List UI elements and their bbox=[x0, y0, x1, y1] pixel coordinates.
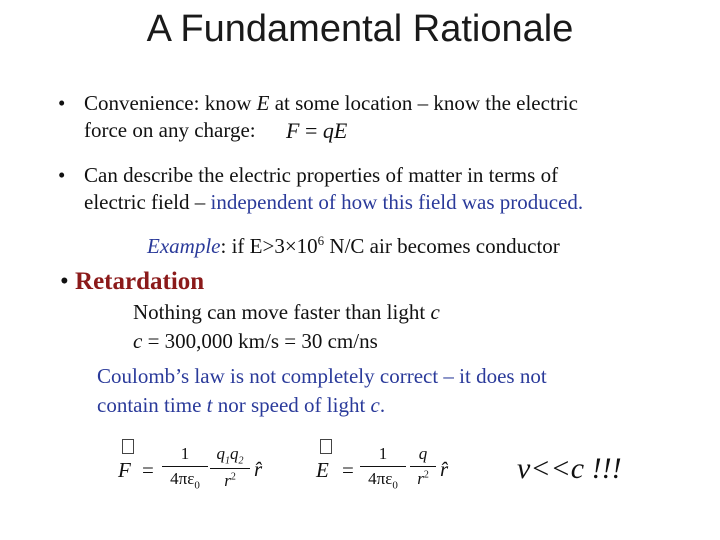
equals: = bbox=[304, 118, 318, 143]
vector-placeholder-icon bbox=[320, 439, 332, 454]
text: Convenience: know bbox=[84, 91, 252, 115]
heading-text: Retardation bbox=[75, 268, 205, 295]
t-symbol: t bbox=[206, 393, 213, 417]
retardation-heading bbox=[60, 268, 204, 296]
numerator: 1 bbox=[162, 444, 208, 467]
text: : if E>3 bbox=[220, 234, 285, 258]
denominator: $4\pi\varepsilon_0$ bbox=[170, 469, 200, 492]
text: Coulomb’s law is not completely correct – it does not bbox=[97, 364, 547, 388]
f-symbol: F bbox=[118, 458, 131, 482]
bullet-line: Can describe the electric properties of matter in terms of bbox=[84, 163, 559, 187]
text: Nothing can move faster than light bbox=[133, 300, 431, 324]
coulomb-note bbox=[97, 362, 657, 420]
bullet-marker: • bbox=[58, 163, 66, 187]
e-symbol: E bbox=[256, 91, 270, 115]
equals: = bbox=[142, 458, 154, 482]
text: v<<c !!! bbox=[517, 452, 622, 485]
text: at some location – know the electric bbox=[274, 91, 578, 115]
text: nor speed of light bbox=[212, 393, 371, 417]
light-speed-line bbox=[133, 300, 440, 325]
example-line bbox=[147, 233, 560, 259]
fraction bbox=[210, 444, 250, 491]
bullet-marker: • bbox=[60, 268, 69, 295]
c-symbol: c bbox=[370, 393, 380, 417]
fraction bbox=[360, 444, 406, 491]
light-speed-value bbox=[133, 329, 378, 354]
equals: = bbox=[342, 458, 354, 482]
bullet-line bbox=[84, 90, 578, 117]
e-symbol: E bbox=[333, 118, 348, 143]
times: × bbox=[284, 234, 297, 258]
text: electric field – bbox=[84, 190, 206, 214]
exponent: 6 bbox=[317, 233, 325, 248]
bullet-line: force on any charge: bbox=[84, 118, 256, 142]
c-symbol: c bbox=[133, 329, 143, 353]
v-much-less-c bbox=[517, 452, 622, 486]
example-label: Example bbox=[147, 234, 221, 258]
text: 10 bbox=[296, 234, 318, 258]
text-line bbox=[97, 391, 657, 420]
numerator: $q_1q_2$ bbox=[210, 444, 250, 469]
fraction bbox=[410, 444, 436, 489]
bullet-marker: • bbox=[58, 91, 66, 115]
bullet-electric-properties bbox=[58, 162, 584, 216]
fraction bbox=[162, 444, 208, 491]
text: = 300,000 km/s = 30 cm/ns bbox=[142, 329, 378, 353]
q-symbol: q bbox=[322, 118, 334, 143]
numerator: 1 bbox=[360, 444, 406, 467]
text: contain time bbox=[97, 393, 207, 417]
text: N/C air becomes conductor bbox=[324, 234, 560, 258]
numerator: q bbox=[410, 444, 436, 467]
slide-title: A Fundamental Rationale bbox=[146, 8, 574, 50]
e-symbol: E bbox=[316, 458, 329, 482]
c-symbol: c bbox=[430, 300, 440, 324]
force-formula bbox=[286, 118, 347, 144]
denominator: $r^2$ bbox=[224, 471, 236, 491]
denominator: $4\pi\varepsilon_0$ bbox=[368, 469, 398, 492]
text: . bbox=[379, 393, 386, 417]
r-hat: r̂ bbox=[440, 457, 449, 481]
highlight-text: independent of how this field was produced. bbox=[210, 190, 584, 214]
f-symbol: F bbox=[286, 118, 300, 143]
denominator: $r^2$ bbox=[417, 469, 429, 488]
r-hat: r̂ bbox=[254, 457, 263, 481]
bullet-line bbox=[84, 189, 583, 216]
vector-placeholder-icon bbox=[122, 439, 134, 454]
